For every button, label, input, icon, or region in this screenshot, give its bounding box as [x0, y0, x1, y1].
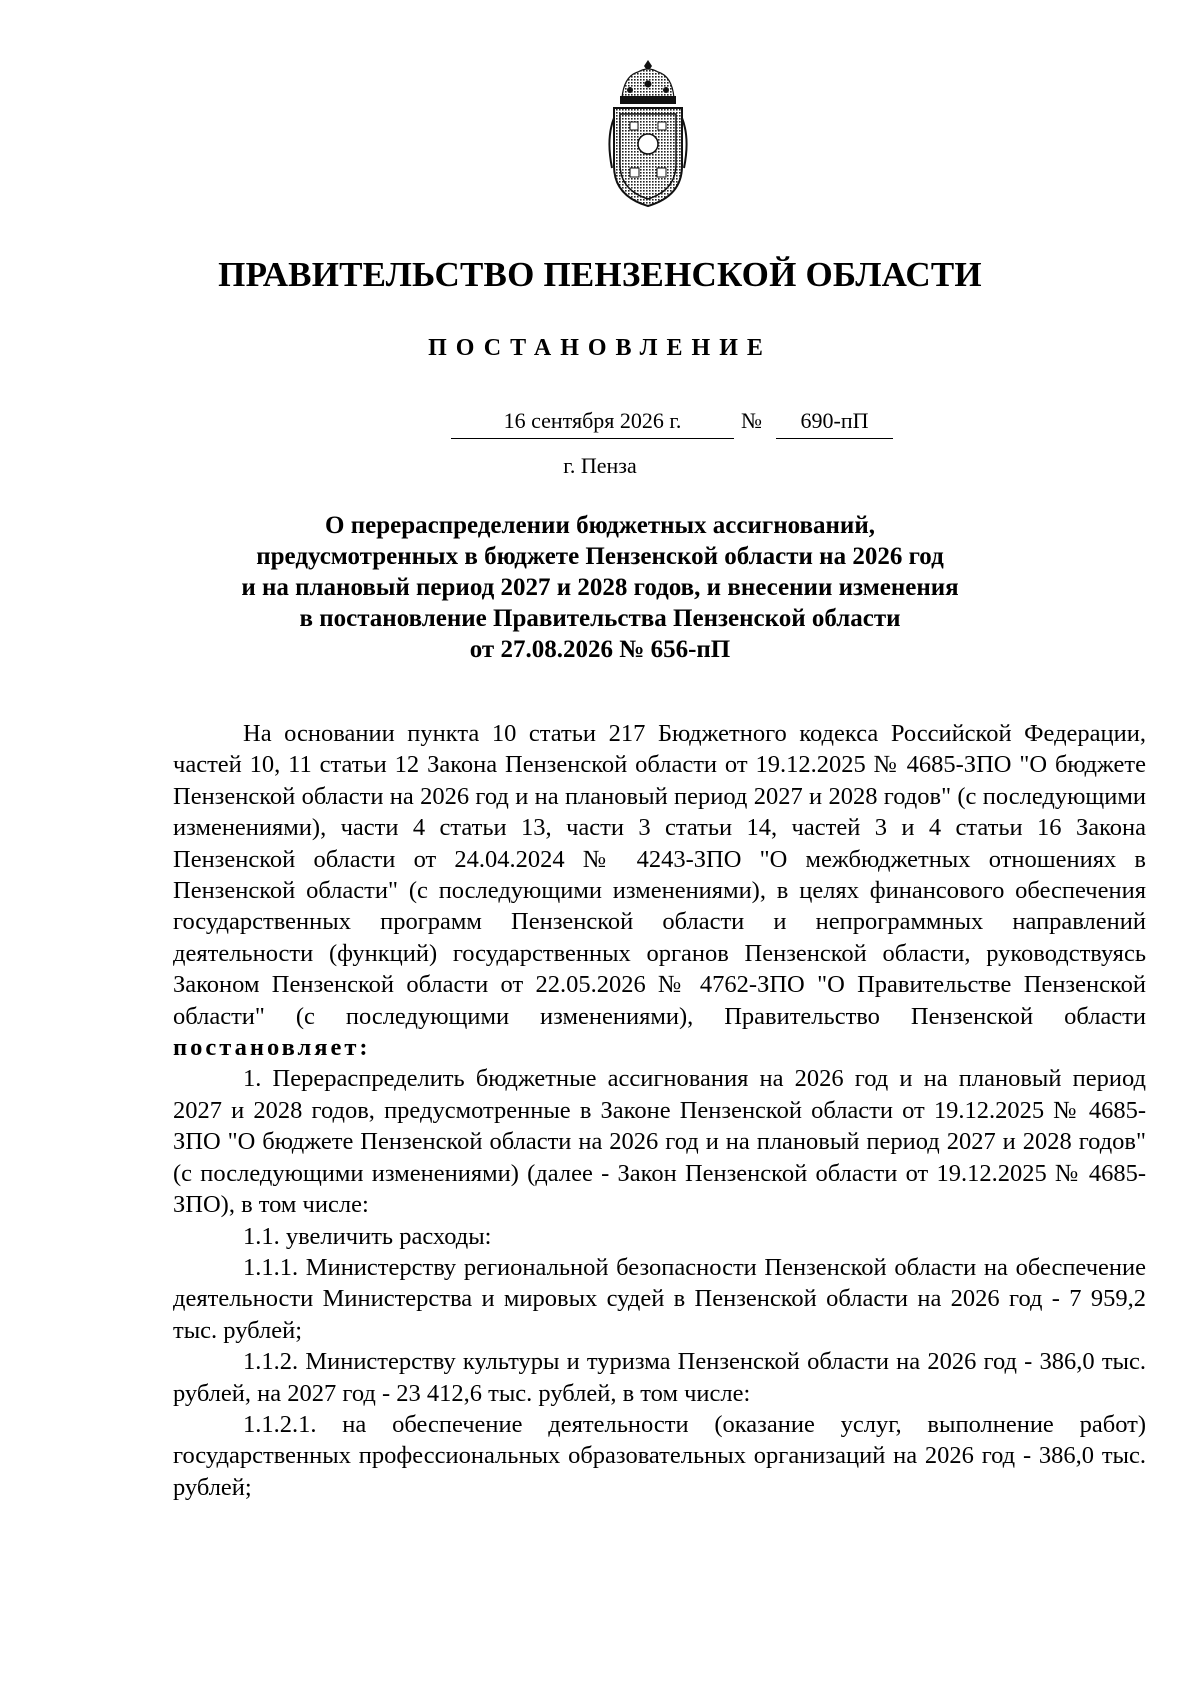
document-number: 690-пП [800, 408, 869, 433]
preamble-paragraph [173, 718, 1146, 1063]
subject-line: предусмотренных в бюджете Пензенской области на 2026 год [256, 543, 944, 570]
clause-1-1-1: 1.1.1. Министерству региональной безопасности Пензенской области на обеспечение деятельности Министерства и мировых судей в Пензенской области на 2026 год - 7 959,2 тыс. рублей; [173, 1253, 1146, 1344]
document-type: ПОСТАНОВЛЕНИЕ [428, 335, 772, 361]
clause-1-1-2-1: 1.1.2.1. на обеспечение деятельности (оказание услуг, выполнение работ) государственных профессиональных образовательных организаций на 2026 год - 386,0 тыс. рублей; [173, 1410, 1146, 1501]
date-number-line [0, 408, 1200, 438]
coat-of-arms-icon [604, 58, 692, 210]
clause-1-1: 1.1. увеличить расходы: [243, 1222, 492, 1250]
preamble-text: На основании пункта 10 статьи 217 Бюджетного кодекса Российской Федерации, частей 10, 11 статьи 12 Закона Пензенской области от 19.12.2025 № 4685-ЗПО "О бюджете Пензенской области на 2026 год и на плановый период 2027 и 2028 годов" (с последующими изменениями), части 4 статьи 13, части 3 статьи 14, частей 3 и 4 статьи 16 Закона Пензенской области от 24.04.2024 № 4243-ЗПО "О межбюджетных отношениях в Пензенской области" (с последующими изменениями), в целях финансового обеспечения государственных программ Пензенской области и непрограммных направлений деятельности (функций) государственных органов Пензенской области, руководствуясь Законом Пензенской области от 22.05.2026 № 4762-ЗПО "О Правительстве Пензенской области" (с последующими изменениями), Правительство Пензенской области [173, 720, 1146, 1030]
clause-1-1-2: 1.1.2. Министерству культуры и туризма Пензенской области на 2026 год - 386,0 тыс. рублей, на 2027 год - 23 412,6 тыс. рублей, в том числе: [173, 1348, 1146, 1407]
document-body [173, 718, 1146, 1503]
issuing-authority: ПРАВИТЕЛЬСТВО ПЕНЗЕНСКОЙ ОБЛАСТИ [218, 255, 982, 294]
subject-line: в постановление Правительства Пензенской области [299, 605, 901, 632]
subject-line: от 27.08.2026 № 656-пП [469, 636, 731, 663]
clause-1: 1. Перераспределить бюджетные ассигнования на 2026 год и на плановый период 2027 и 2028 годов, предусмотренные в Законе Пензенской области от 19.12.2025 № 4685-ЗПО "О бюджете Пензенской области на 2026 год и на плановый период 2027 и 2028 годов" (с последующими изменениями) (далее - Закон Пензенской области от 19.12.2025 № 4685-ЗПО), в том числе: [173, 1065, 1146, 1219]
decree-word: постановляет: [173, 1034, 371, 1062]
document-subject [100, 510, 1100, 665]
number-underline [776, 438, 893, 439]
subject-line: и на плановый период 2027 и 2028 годов, и внесении изменения [241, 574, 959, 601]
number-sign: № [741, 408, 762, 433]
city: г. Пенза [563, 453, 637, 478]
document-date: 16 сентября 2026 г. [503, 408, 682, 433]
subject-line: О перераспределении бюджетных ассигнований, [325, 512, 875, 539]
date-underline [451, 438, 734, 439]
